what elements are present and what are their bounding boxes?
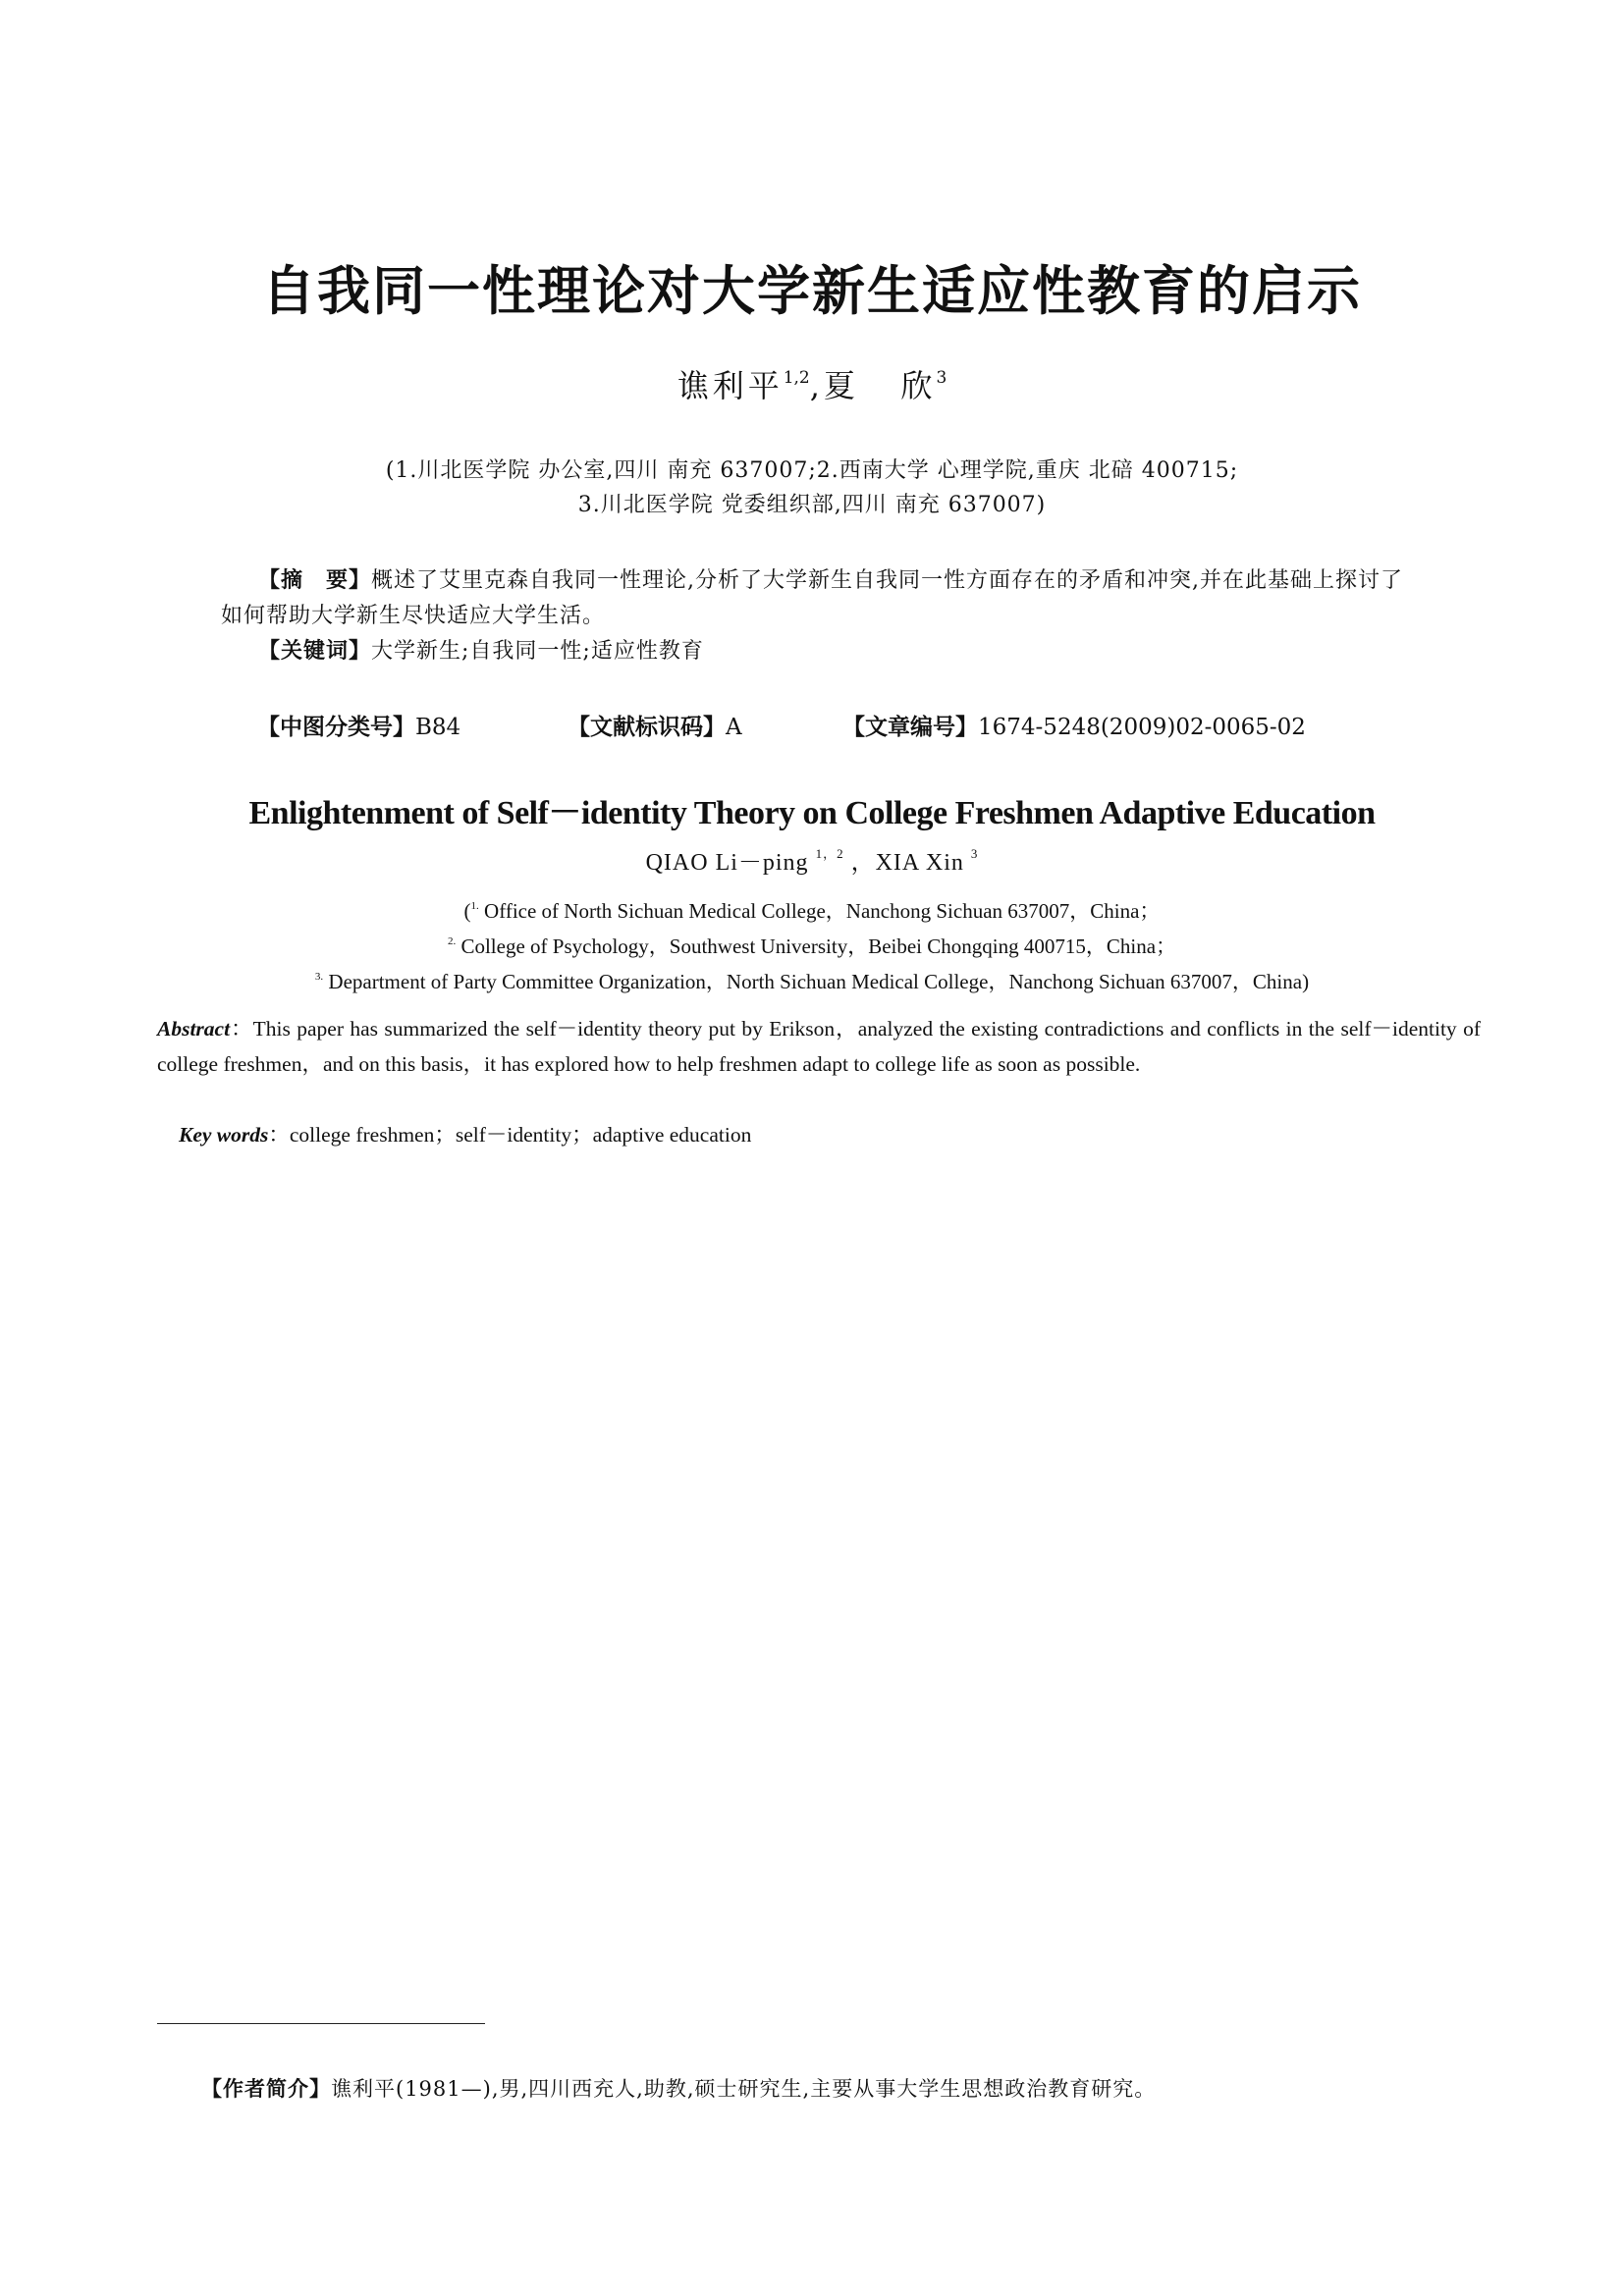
author-affiliation-marker: 1,2 bbox=[783, 368, 810, 388]
author-bio-footnote bbox=[201, 2073, 1478, 2103]
affiliation-text: Office of North Sichuan Medical College，Nanchong Sichuan 637007，China； bbox=[478, 899, 1161, 923]
affiliation-line-cn: 3.川北医学院 党委组织部,四川 南充 637007) bbox=[577, 493, 1047, 517]
abstract-text: This paper has summarized the self－identity theory put by Erikson，analyzed the existing contradictions and conflicts in the self－identity of college freshmen，and on this basis，it has explored how to help freshmen adapt to college life as soon as possible. bbox=[157, 1017, 1481, 1076]
abstract-en bbox=[157, 1011, 1481, 1082]
keywords-label: 【关键词】 bbox=[258, 639, 372, 664]
affiliation-marker: 3. bbox=[314, 971, 324, 983]
author-name: 欣 bbox=[900, 367, 937, 404]
article-number bbox=[842, 709, 1306, 741]
classification-number bbox=[257, 709, 460, 741]
author-line-cn bbox=[0, 361, 1624, 406]
author-line-en bbox=[0, 842, 1624, 877]
keywords-cn bbox=[221, 634, 1411, 669]
footnote-label: 【作者简介】 bbox=[201, 2077, 331, 2101]
footnote-text: 谯利平(1981—),男,四川西充人,助教,硕士研究生,主要从事大学生思想政治教育研究。 bbox=[331, 2077, 1157, 2101]
keywords-text: 大学新生;自我同一性;适应性教育 bbox=[371, 639, 704, 664]
affiliation-line-en bbox=[0, 966, 1624, 995]
document-code-value: A bbox=[726, 715, 742, 740]
affiliation-marker: 1. bbox=[470, 900, 479, 912]
paper-title-en: Enlightenment of Self－identity Theory on College Freshmen Adaptive Education bbox=[248, 795, 1376, 831]
abstract-text: 概述了艾里克森自我同一性理论,分析了大学新生自我同一性方面存在的矛盾和冲突,并在此基础上探讨了如何帮助大学新生尽快适应大学生活。 bbox=[221, 568, 1404, 628]
keywords-label: Key words bbox=[179, 1123, 269, 1147]
abstract-colon: ： bbox=[230, 1017, 253, 1041]
author-name: XIA Xin bbox=[875, 850, 964, 876]
footnote-divider bbox=[157, 2023, 485, 2024]
abstract-label: Abstract bbox=[157, 1017, 231, 1041]
affiliation-marker: 2. bbox=[447, 935, 457, 947]
affiliation-text: Department of Party Committee Organization，North Sichuan Medical College，Nanchong Sichuan 637007，China) bbox=[323, 970, 1310, 993]
article-number-label: 【文章编号】 bbox=[842, 715, 978, 740]
article-number-value: 1674-5248(2009)02-0065-02 bbox=[978, 715, 1306, 740]
classification-label: 【中图分类号】 bbox=[257, 715, 415, 740]
keywords-text: college freshmen；self－identity；adaptive education bbox=[289, 1123, 752, 1147]
classification-value: B84 bbox=[415, 715, 461, 740]
author-separator: ， bbox=[850, 850, 876, 876]
keywords-colon: ： bbox=[268, 1123, 290, 1147]
document-code-label: 【文献标识码】 bbox=[568, 715, 726, 740]
author-separator: ,夏 bbox=[809, 367, 859, 404]
author-name: 谯利平 bbox=[677, 367, 784, 404]
keywords-en bbox=[179, 1117, 1475, 1152]
affiliation-line-cn: (1.川北医学院 办公室,四川 南充 637007;2.西南大学 心理学院,重庆 北碚 400715; bbox=[385, 458, 1239, 483]
author-affiliation-marker: 1，2 bbox=[815, 846, 844, 861]
author-affiliation-marker: 3 bbox=[970, 846, 979, 861]
affiliation-text: College of Psychology，Southwest University，Beibei Chongqing 400715，China； bbox=[456, 934, 1177, 958]
document-code bbox=[568, 709, 742, 741]
affiliation-line-en bbox=[0, 895, 1624, 925]
abstract-label: 【摘 要】 bbox=[258, 568, 372, 593]
abstract-cn bbox=[221, 563, 1411, 634]
affiliation-line-en bbox=[0, 931, 1624, 960]
affiliation-paren: ( bbox=[463, 899, 471, 923]
paper-title-cn: 自我同一性理论对大学新生适应性教育的启示 bbox=[262, 259, 1362, 322]
author-name: QIAO Li－ping bbox=[645, 850, 809, 876]
author-affiliation-marker: 3 bbox=[936, 368, 947, 388]
